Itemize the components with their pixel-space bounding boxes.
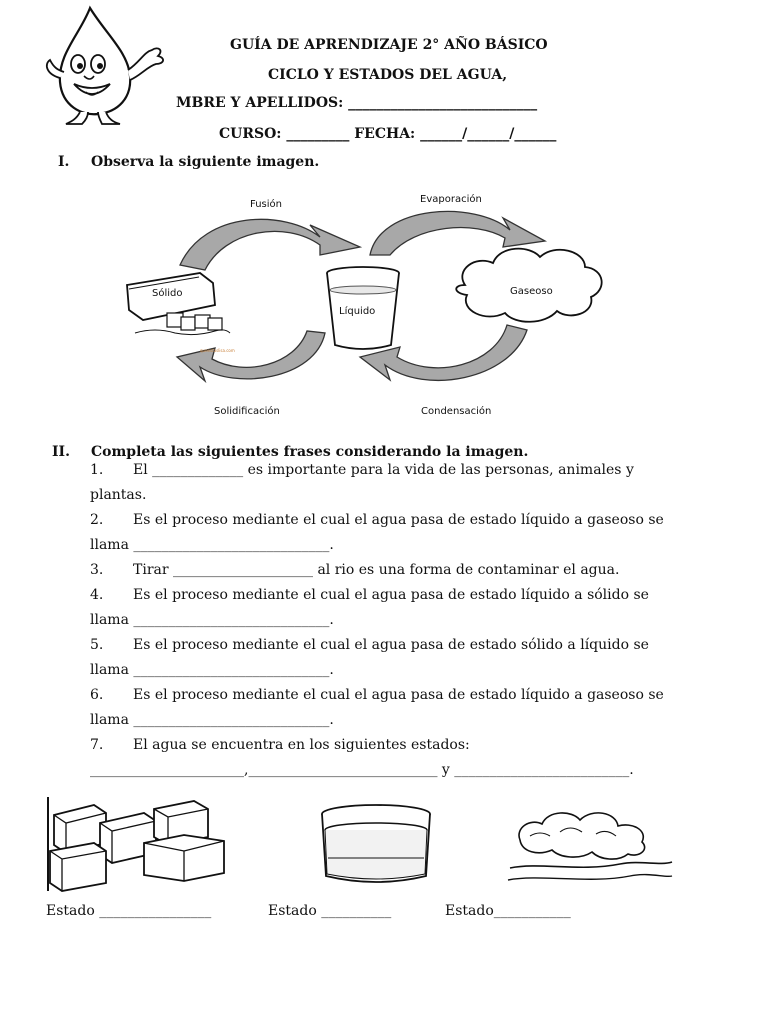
ice-cubes-icon: [44, 795, 234, 895]
item-2-text: Es el proceso mediante el cual el agua pasa de estado líquido a gaseoso se: [133, 512, 664, 528]
item-7-text: El agua se encuentra en los siguientes estados:: [133, 737, 470, 753]
item-4-number: 4.: [90, 587, 104, 603]
estado-gas-field[interactable]: Estado___________: [445, 903, 571, 919]
item-2-answer[interactable]: llama ____________________________.: [90, 537, 334, 553]
item-2-number: 2.: [90, 512, 104, 528]
label-liquido: Líquido: [339, 306, 376, 317]
water-glass-bottom-icon: [316, 800, 436, 890]
label-solido: Sólido: [152, 288, 183, 299]
label-solidificacion: Solidificación: [214, 406, 280, 417]
estado-solid-field[interactable]: Estado ________________: [46, 903, 212, 919]
section-1-heading: Observa la siguiente imagen.: [91, 154, 320, 170]
label-fusion: Fusión: [250, 199, 282, 210]
item-5-text: Es el proceso mediante el cual el agua pasa de estado sólido a líquido se: [133, 637, 649, 653]
estado-liquid-field[interactable]: Estado __________: [268, 903, 392, 919]
label-evaporacion: Evaporación: [420, 194, 482, 205]
item-1-number: 1.: [90, 462, 104, 478]
item-6-answer[interactable]: llama ____________________________.: [90, 712, 334, 728]
ice-block-icon: [127, 273, 230, 335]
steam-cloud-icon: [500, 800, 675, 890]
item-4-text: Es el proceso mediante el cual el agua pasa de estado líquido a sólido se: [133, 587, 649, 603]
worksheet-title: GUÍA DE APRENDIZAJE 2° AÑO BÁSICO: [230, 37, 548, 53]
item-5-number: 5.: [90, 637, 104, 653]
water-cycle-diagram: [115, 185, 625, 420]
item-1-text[interactable]: El _____________ es importante para la vida de las personas, animales y: [133, 462, 634, 478]
item-6-number: 6.: [90, 687, 104, 703]
item-5-answer[interactable]: llama ____________________________.: [90, 662, 334, 678]
water-drop-mascot-icon: [40, 4, 172, 128]
item-4-answer[interactable]: llama ____________________________.: [90, 612, 334, 628]
section-2-number: II.: [52, 444, 70, 460]
item-1-text-cont: plantas.: [90, 487, 147, 503]
section-2-heading: Completa las siguientes frases considerando la imagen.: [91, 444, 529, 460]
diagram-watermark: queestaslisa.com: [200, 348, 235, 353]
item-3-text[interactable]: Tirar ____________________ al rio es una forma de contaminar el agua.: [133, 562, 620, 578]
item-3-number: 3.: [90, 562, 104, 578]
section-1-number: I.: [58, 154, 70, 170]
item-7-number: 7.: [90, 737, 104, 753]
name-field[interactable]: MBRE Y APELLIDOS: ___________________________: [176, 95, 538, 111]
worksheet-subtitle: CICLO Y ESTADOS DEL AGUA,: [268, 67, 508, 83]
course-date-field[interactable]: CURSO: _________ FECHA: ______/______/______: [219, 126, 557, 142]
label-gaseoso: Gaseoso: [510, 286, 553, 297]
item-6-text: Es el proceso mediante el cual el agua pasa de estado líquido a gaseoso se: [133, 687, 664, 703]
item-7-answer[interactable]: ______________________,___________________________ y _________________________.: [90, 762, 634, 778]
label-condensacion: Condensación: [421, 406, 492, 417]
